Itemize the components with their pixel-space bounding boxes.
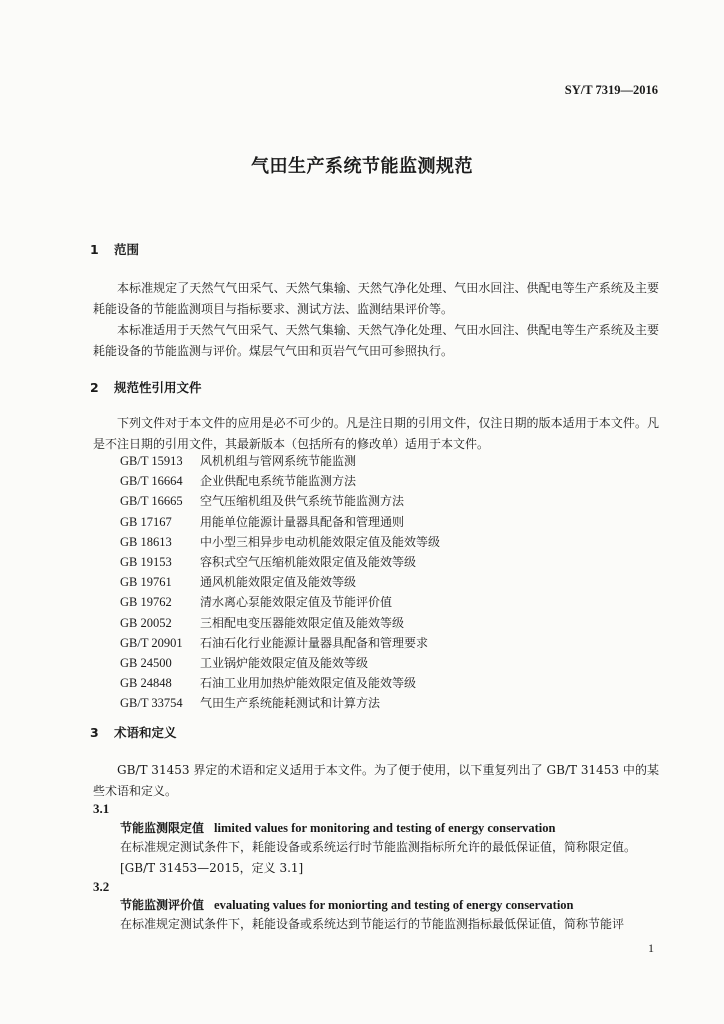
section-heading-scope — [90, 240, 139, 258]
reference-code: GB 17167 — [120, 514, 172, 529]
reference-code: GB/T 15913 — [120, 454, 183, 468]
reference-item — [120, 471, 440, 491]
reference-item — [120, 491, 440, 511]
reference-title: 通风机能效限定值及能效等级 — [200, 575, 357, 590]
term-zh: 节能监测评价值 — [120, 898, 205, 912]
standard-code-header: SY/T 7319—2016 — [564, 83, 658, 97]
reference-title: 石油石化行业能源计量器具配备和管理要求 — [200, 635, 429, 650]
clause-number: 3.1 — [93, 801, 110, 816]
reference-code: GB 20052 — [120, 615, 172, 630]
reference-item — [120, 572, 440, 592]
section-heading-normative-references — [90, 378, 202, 396]
reference-code: GB/T 33754 — [120, 696, 183, 711]
reference-item — [120, 512, 440, 532]
reference-item — [120, 693, 440, 713]
reference-item — [120, 592, 440, 612]
section-title: 术语和定义 — [114, 725, 177, 740]
reference-item — [120, 653, 440, 673]
reference-item — [120, 451, 440, 471]
term-heading — [120, 896, 574, 913]
reference-title: 中小型三相异步电动机能效限定值及能效等级 — [200, 534, 441, 549]
term-definition: 在标准规定测试条件下，耗能设备或系统运行时节能监测指标所允许的最低保证值，简称限定值。 — [120, 840, 637, 854]
reference-list — [120, 451, 440, 713]
clause-number: 3.2 — [93, 879, 110, 894]
term-en: evaluating values for moniorting and testing of energy conservation — [214, 898, 574, 912]
reference-code: GB/T 16665 — [120, 494, 183, 509]
section-number: 3 — [90, 725, 99, 740]
scope-paragraph-1: 本标准规定了天然气气田采气、天然气集输、天然气净化处理、气田水回注、供配电等生产系统及主要耗能设备的节能监测项目与指标要求、测试方法、监测结果评价等。 — [93, 281, 659, 316]
section-title: 规范性引用文件 — [114, 380, 202, 395]
reference-code: GB 24848 — [120, 676, 172, 691]
reference-item — [120, 532, 440, 552]
reference-title: 气田生产系统能耗测试和计算方法 — [200, 696, 381, 711]
reference-code: GB/T 20901 — [120, 635, 183, 650]
reference-title: 石油工业用加热炉能效限定值及能效等级 — [200, 676, 417, 691]
document-title: 气田生产系统节能监测规范 — [251, 156, 473, 177]
reference-code: GB 18613 — [120, 534, 172, 549]
reference-item — [120, 552, 440, 572]
reference-code: GB/T 16664 — [120, 474, 183, 489]
section-number: 1 — [90, 242, 99, 257]
normative-intro-paragraph: 下列文件对于本文件的应用是必不可少的。凡是注日期的引用文件，仅注日期的版本适用于本文件。凡是不注日期的引用文件，其最新版本（包括所有的修改单）适用于本文件。 — [93, 416, 659, 451]
reference-title: 空气压缩机组及供气系统节能监测方法 — [200, 494, 405, 509]
section-number: 2 — [90, 380, 99, 395]
reference-title: 清水离心泵能效限定值及节能评价值 — [200, 595, 393, 610]
term-heading — [120, 819, 555, 836]
reference-title: 三相配电变压器能效限定值及能效等级 — [200, 615, 405, 630]
reference-code: GB 24500 — [120, 655, 172, 670]
term-en: limited values for monitoring and testing of energy conservation — [214, 821, 556, 835]
reference-code: GB 19153 — [120, 554, 172, 569]
reference-item — [120, 673, 440, 693]
page-number: 1 — [648, 941, 654, 955]
reference-code: GB 19762 — [120, 595, 172, 610]
reference-title: 用能单位能源计量器具配备和管理通则 — [200, 514, 405, 529]
reference-title: 工业锅炉能效限定值及能效等级 — [200, 655, 369, 670]
section-heading-terms-definitions — [90, 723, 177, 741]
term-source: [GB/T 31453—2015，定义 3.1] — [120, 861, 304, 875]
reference-code: GB 19761 — [120, 575, 172, 590]
reference-item — [120, 613, 440, 633]
reference-title: 容积式空气压缩机能效限定值及能效等级 — [200, 554, 417, 569]
term-definition: 在标准规定测试条件下，耗能设备或系统达到节能运行的节能监测指标最低保证值，简称节能评 — [120, 917, 625, 931]
terms-intro-paragraph: GB/T 31453 界定的术语和定义适用于本文件。为了便于使用，以下重复列出了 GB/T 31453 中的某些术语和定义。 — [93, 763, 659, 798]
term-zh: 节能监测限定值 — [120, 821, 205, 835]
section-title: 范围 — [114, 242, 140, 257]
reference-title: 风机机组与管网系统节能监测 — [200, 454, 357, 468]
scope-paragraph-2: 本标准适用于天然气气田采气、天然气集输、天然气净化处理、气田水回注、供配电等生产系统及主要耗能设备的节能监测与评价。煤层气气田和页岩气气田可参照执行。 — [93, 323, 659, 358]
reference-title: 企业供配电系统节能监测方法 — [200, 474, 357, 489]
reference-item — [120, 633, 440, 653]
